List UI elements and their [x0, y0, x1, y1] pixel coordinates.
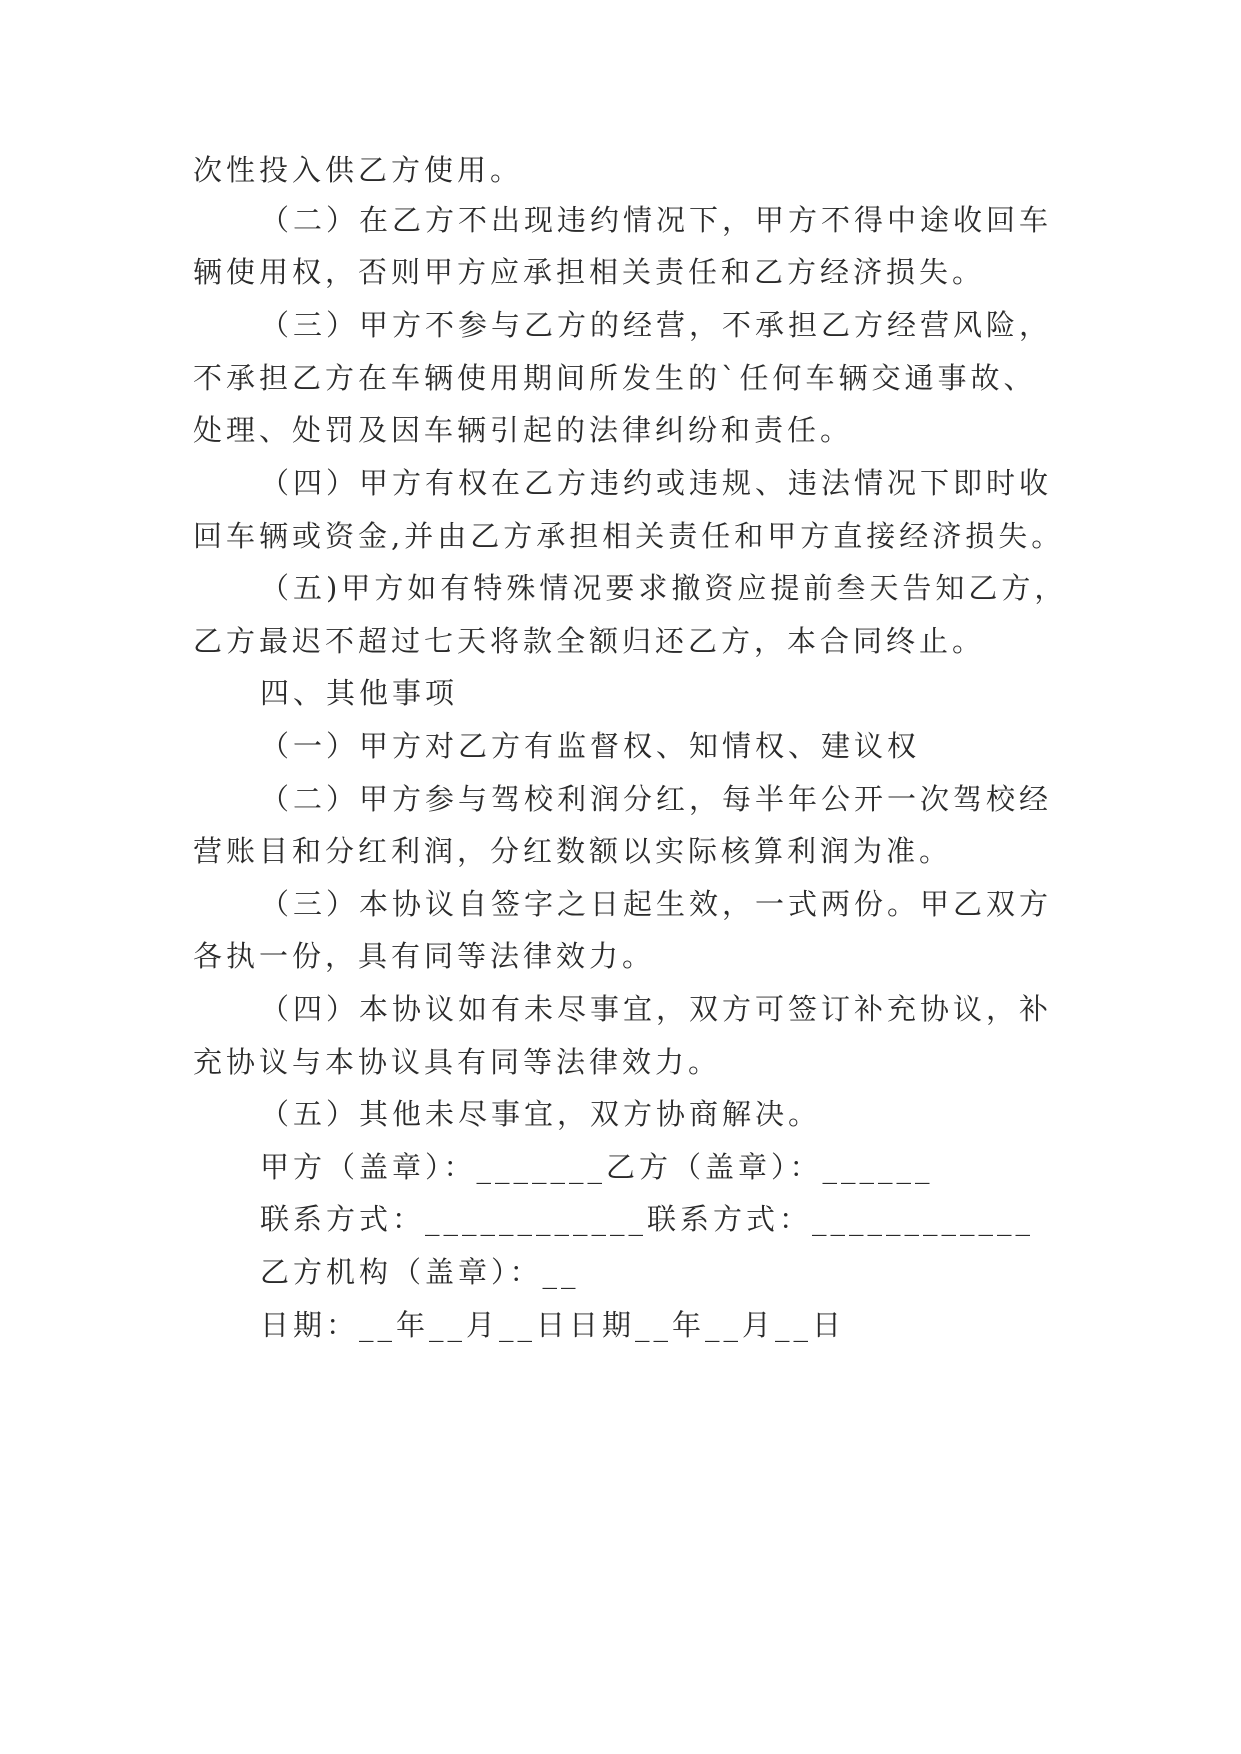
body-line: （四）本协议如有未尽事宜，双方可签订补充协议，补 — [260, 992, 1053, 1026]
body-line: 回车辆或资金,并由乙方承担相关责任和甲方直接经济损失。 — [193, 519, 1065, 553]
body-line: （三）甲方不参与乙方的经营，不承担乙方经营风险， — [260, 308, 1053, 342]
body-line: 充协议与本协议具有同等法律效力。 — [193, 1045, 722, 1079]
date-line: 日期：__年__月__日日期__年__月__日 — [260, 1308, 846, 1342]
body-line: （五）其他未尽事宜，双方协商解决。 — [260, 1097, 822, 1131]
body-line: 乙方最迟不超过七天将款全额归还乙方，本合同终止。 — [193, 624, 986, 658]
body-line: 次性投入供乙方使用。 — [193, 153, 524, 187]
body-line: （四）甲方有权在乙方违约或违规、违法情况下即时收 — [260, 466, 1053, 500]
body-line: （二）甲方参与驾校利润分红，每半年公开一次驾校经 — [260, 782, 1053, 816]
body-line: （五)甲方如有特殊情况要求撤资应提前叁天告知乙方， — [260, 571, 1068, 605]
signature-line: 甲方（盖章）：_______乙方（盖章）：______ — [260, 1150, 934, 1184]
body-line: 营账目和分红利润，分红数额以实际核算利润为准。 — [193, 834, 953, 868]
body-line: 辆使用权，否则甲方应承担相关责任和乙方经济损失。 — [193, 255, 986, 289]
contact-line: 联系方式：____________联系方式：____________ — [260, 1202, 1035, 1236]
institution-seal-line: 乙方机构（盖章）：__ — [260, 1255, 580, 1289]
body-line: 各执一份，具有同等法律效力。 — [193, 939, 656, 973]
body-line: 处理、处罚及因车辆引起的法律纠纷和责任。 — [193, 413, 854, 447]
body-line: （二）在乙方不出现违约情况下，甲方不得中途收回车 — [260, 203, 1053, 237]
section-heading: 四、其他事项 — [260, 676, 459, 710]
body-line: （一）甲方对乙方有监督权、知情权、建议权 — [260, 729, 921, 763]
body-line: （三）本协议自签字之日起生效，一式两份。甲乙双方 — [260, 887, 1053, 921]
body-line: 不承担乙方在车辆使用期间所发生的`任何车辆交通事故、 — [193, 361, 1037, 395]
